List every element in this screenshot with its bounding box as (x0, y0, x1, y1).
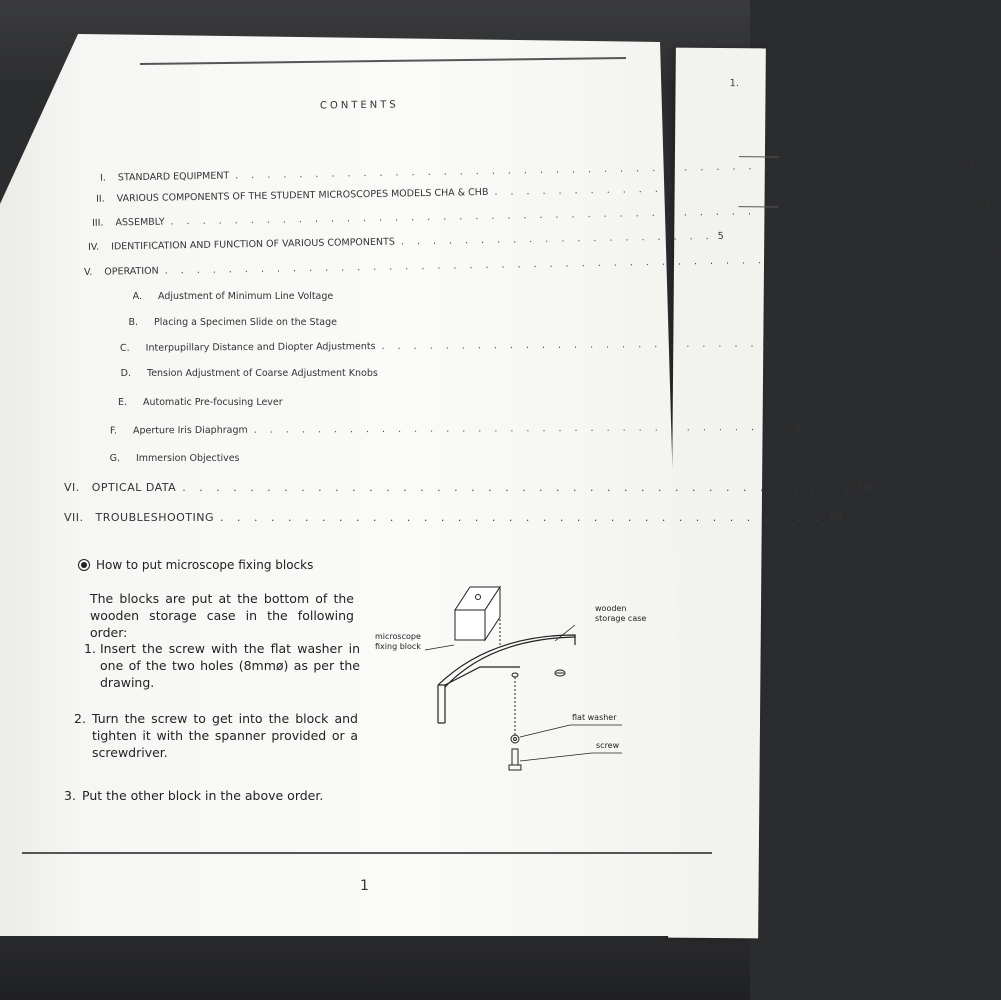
toc-title: Aperture Iris Diaphragm (132, 424, 248, 437)
bottom-rule (22, 852, 712, 854)
toc-row (91, 202, 991, 229)
toc-title: Placing a Specimen Slide on the Stage (154, 317, 337, 328)
toc-page: 10 (827, 511, 843, 524)
toc-title: Tension Adjustment of Coarse Adjustment Knobs (147, 368, 378, 379)
toc-title: OPERATION (104, 265, 159, 278)
toc-page: 5 (717, 230, 724, 242)
top-rule (140, 57, 626, 65)
toc-title: IDENTIFICATION AND FUNCTION OF VARIOUS COMPONENTS (111, 236, 396, 253)
toc-title: VARIOUS COMPONENTS OF THE STUDENT MICROSCOPES MODELS CHA & CHB (116, 186, 489, 205)
radio-bullet-icon (78, 559, 90, 571)
page-number: 1 (360, 878, 369, 894)
toc-leader: . . . . . . . . . . . . . . . . . . . . . . . . . . . . . . . . . . . . . . . . . . . . . . . . . . . (170, 202, 981, 228)
toc-subrow (109, 421, 802, 437)
toc-leader: . . . . . . . . . . . . . . . . . . . . (400, 230, 714, 248)
toc-page: 7 (994, 250, 1001, 263)
section-heading: How to put microscope fixing blocks (96, 558, 314, 572)
toc-number: D. (120, 368, 131, 379)
toc-row (95, 183, 673, 205)
toc-number: IV. (87, 241, 100, 253)
toc-page: 4 (984, 202, 991, 214)
step-number: 3. (64, 788, 76, 803)
step-text: Turn the screw to get into the block and tighten it with the spanner provided or a screwdriver. (92, 711, 358, 760)
toc-number: C. (119, 342, 130, 354)
toc-row (83, 250, 1001, 278)
toc-title: STANDARD EQUIPMENT (117, 170, 230, 184)
toc-number: V. (83, 266, 93, 278)
toc-leader: . . . . . . . . . . . . . . . . . . . . . . . . . . . . . . . . . . (253, 421, 792, 436)
toc-page: 8 (762, 338, 769, 350)
toc-number: A. (132, 291, 142, 302)
screw-assembly (509, 677, 521, 770)
label-microscope: microscope (375, 632, 421, 641)
next-page-label: 1. (729, 78, 740, 90)
toc-title: Immersion Objectives (136, 453, 240, 464)
leader-lines (425, 625, 622, 761)
toc-leader: . . . . . . . . . . . . . . . . . . . . . . . . . . . . . . . . . . . . (220, 511, 824, 524)
label-screw: screw (596, 741, 620, 750)
fixing-block-drawing (455, 587, 500, 645)
toc-number: F. (109, 425, 118, 437)
toc-page: 2 (968, 157, 976, 169)
toc-subrow (124, 317, 384, 328)
toc-number: G. (109, 453, 120, 464)
step-text: Put the other block in the above order. (82, 788, 324, 803)
toc-subrow (128, 291, 368, 302)
toc-page: 3 (666, 183, 673, 195)
toc-number: I. (99, 172, 106, 184)
toc-leader: . . . . . . . . . . . . . . . . . . . . . . . . . . . . . . . . . . . . . . . . (182, 481, 854, 494)
toc-title: TROUBLESHOOTING (95, 511, 214, 524)
contents-title: CONTENTS (319, 99, 399, 112)
toc-title: Interpupillary Distance and Diopter Adjustments (145, 341, 376, 354)
fixing-block-diagram (370, 575, 650, 790)
toc-title: OPTICAL DATA (91, 481, 177, 494)
toc-number: II. (95, 193, 105, 205)
intro-paragraph: The blocks are put at the bottom of the wooden storage case in the following order: (90, 591, 354, 640)
toc-leader: . . . . . . . . . . . . . . . . . . . . . . . . . . . . . . . . . . . . . . . . . . . . . . . . . . . . (164, 251, 991, 277)
toc-subrow (113, 397, 373, 408)
label-fixing-block: fixing block (375, 642, 421, 651)
storage-case-drawing (438, 635, 575, 723)
toc-subrow (106, 453, 306, 464)
toc-subrow (119, 338, 769, 354)
toc-leader: . . . . . . . . . . . . . . . . . . . . . . . . . . . . . . . . . . . . . . . . . . . . . . (235, 157, 966, 182)
toc-row (64, 511, 843, 524)
toc-page: 10 (857, 481, 873, 494)
label-wooden: wooden (595, 604, 627, 613)
step-number: 1. (84, 641, 96, 656)
toc-title: Adjustment of Minimum Line Voltage (158, 291, 334, 302)
toc-number: III. (91, 217, 104, 229)
toc-subrow (117, 368, 417, 379)
toc-row (99, 157, 976, 184)
toc-number: E. (117, 397, 127, 408)
case-holes (512, 670, 565, 677)
toc-number: B. (128, 317, 138, 328)
toc-title: Automatic Pre-focusing Lever (143, 397, 283, 408)
toc-row (64, 481, 873, 494)
toc-number: VI. (64, 481, 80, 494)
toc-leader: . . . . . . . . . . . . . . . . . . . . . . . . (381, 338, 759, 353)
step-number: 2. (74, 711, 86, 726)
label-flat-washer: flat washer (572, 713, 617, 722)
toc-number: VII. (64, 511, 84, 524)
step-text: Insert the screw with the flat washer in one of the two holes (8mmø) as per the drawing. (100, 641, 360, 690)
toc-title: ASSEMBLY (115, 216, 165, 229)
toc-row (87, 230, 724, 253)
label-storage-case: storage case (595, 614, 647, 623)
toc-page: 9 (795, 421, 802, 433)
toc-leader: . . . . . . . . . . . (494, 183, 663, 198)
